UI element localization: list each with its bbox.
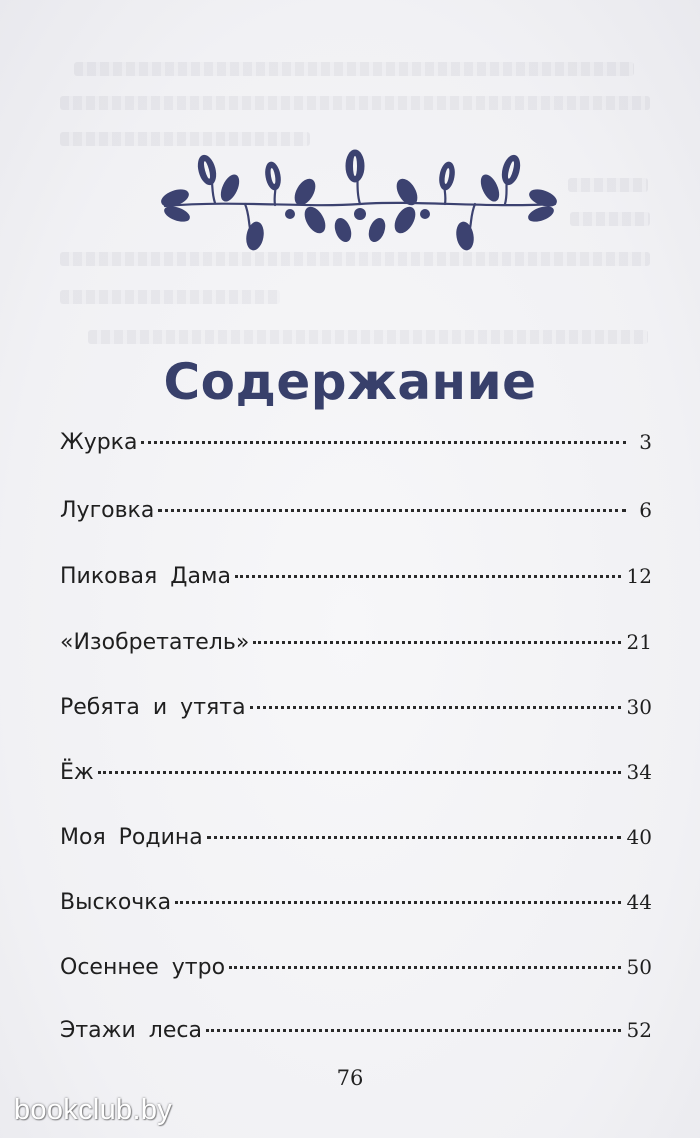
- watermark: bookclub.by: [14, 1094, 173, 1126]
- dot-leader: [250, 706, 621, 709]
- toc-entry-title: Ёж: [60, 760, 94, 785]
- dot-leader: [206, 1029, 621, 1032]
- toc-entry: [60, 564, 652, 604]
- toc-entry-page: 6: [639, 498, 652, 522]
- dot-leader: [253, 641, 620, 644]
- bleed-through-line: [74, 62, 634, 76]
- toc-entry-title: Журка: [60, 430, 138, 455]
- toc-entry-title: Луговка: [60, 498, 155, 523]
- toc-entry-page: 12: [626, 564, 652, 588]
- dot-leader: [158, 509, 626, 512]
- toc-entry: [60, 760, 652, 800]
- toc-entry-title: Выскочка: [60, 890, 172, 915]
- toc-entry-page: 44: [626, 890, 652, 914]
- toc-entry: [60, 890, 652, 930]
- bleed-through-line: [568, 178, 648, 192]
- toc-entry-page: 40: [626, 825, 652, 849]
- toc-entry-title: Ребята и утята: [60, 695, 246, 720]
- toc-entry-title: «Изобретатель»: [60, 630, 250, 655]
- toc-entry-title: Осеннее утро: [60, 955, 226, 980]
- bleed-through-line: [570, 212, 650, 226]
- dot-leader: [207, 836, 621, 839]
- oak-leaf-branch-ornament-icon: [155, 148, 565, 258]
- dot-leader: [141, 441, 626, 444]
- dot-leader: [98, 771, 621, 774]
- toc-entry: [60, 630, 652, 670]
- bleed-through-line: [60, 96, 650, 110]
- dot-leader: [175, 901, 620, 904]
- toc-entry: [60, 955, 652, 995]
- toc-entry: [60, 825, 652, 865]
- bleed-through-line: [60, 132, 310, 146]
- toc-entry: [60, 695, 652, 735]
- toc-entry: [60, 498, 652, 538]
- toc-entry: [60, 1018, 652, 1058]
- page-title: Содержание: [163, 353, 537, 411]
- toc-entry-page: 50: [626, 955, 652, 979]
- toc-entry-page: 21: [626, 630, 652, 654]
- toc-entry-page: 52: [626, 1018, 652, 1042]
- toc-entry-page: 34: [626, 760, 652, 784]
- toc-entry-page: 3: [639, 430, 652, 454]
- toc-entry-title: Этажи леса: [60, 1018, 202, 1043]
- page-number: 76: [336, 1066, 364, 1090]
- dot-leader: [229, 966, 621, 969]
- toc-entry-title: Моя Родина: [60, 825, 203, 850]
- bleed-through-line: [88, 330, 648, 344]
- toc-entry-title: Пиковая Дама: [60, 564, 232, 589]
- toc-entry: [60, 430, 652, 470]
- bleed-through-line: [60, 290, 280, 304]
- toc-entry-page: 30: [626, 695, 652, 719]
- dot-leader: [235, 575, 621, 578]
